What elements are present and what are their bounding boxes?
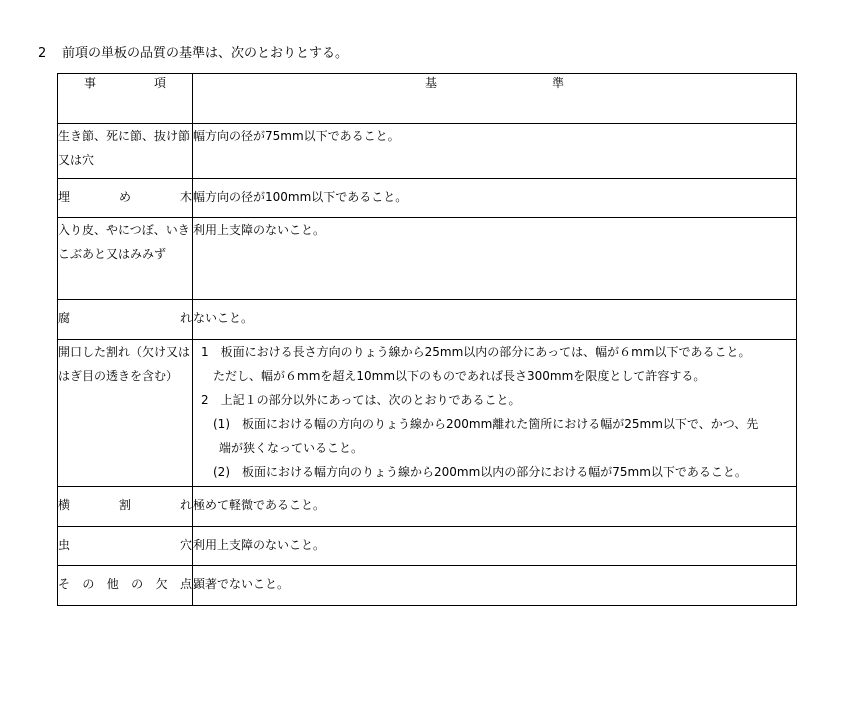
- table-header-row: [58, 74, 797, 124]
- standard-text: 利用上支障のないこと。: [193, 223, 326, 237]
- standard-cell: [193, 487, 797, 527]
- table-row: [58, 487, 797, 527]
- item-char: そ: [58, 577, 71, 591]
- item-cell: [58, 124, 193, 179]
- header-item: [58, 74, 193, 124]
- standard-text: (1) 板面における幅の方向のりょう線から200mm離れた箇所における幅が25mm以下で、かつ、先: [213, 417, 759, 431]
- item-char: 他: [106, 577, 119, 591]
- item-cell: [58, 566, 193, 606]
- item-char: れ: [179, 311, 192, 325]
- item-cell: [58, 487, 193, 527]
- table-row: [58, 527, 797, 566]
- standard-text: 顕著でないこと。: [193, 577, 290, 591]
- header-standard-char: 準: [551, 76, 564, 90]
- standard-text: ないこと。: [193, 311, 254, 325]
- header-standard-char: 基: [425, 76, 438, 90]
- item-cell: [58, 218, 193, 300]
- item-char: 埋: [58, 190, 71, 204]
- table-row: [58, 300, 797, 340]
- standard-cell: [193, 300, 797, 340]
- standard-text: 幅方向の径が100mm以下であること。: [193, 190, 408, 204]
- item-char: の: [131, 577, 144, 591]
- standard-text: (2) 板面における幅方向のりょう線から200mm以内の部分における幅が75mm以下であること。: [213, 465, 747, 479]
- section-number: 2: [38, 46, 47, 61]
- item-text: 開口した割れ（欠け又ははぎ目の透きを含む）: [58, 345, 191, 383]
- item-char: 横: [58, 498, 71, 512]
- item-char: 点: [179, 577, 192, 591]
- section-heading-text: 前項の単板の品質の基準は、次のとおりとする。: [62, 46, 349, 61]
- item-cell: [58, 300, 193, 340]
- quality-standards-table: [57, 73, 797, 606]
- table-row: [58, 218, 797, 300]
- table-row: [58, 179, 797, 218]
- item-char: め: [118, 190, 131, 204]
- item-text: 入り皮、やにつぼ、いきこぶあと又はみみず: [58, 223, 190, 261]
- item-cell: [58, 179, 193, 218]
- item-char: れ: [179, 498, 192, 512]
- item-cell: [58, 527, 193, 566]
- item-char: 穴: [179, 538, 192, 552]
- item-cell: [58, 340, 193, 487]
- standard-text: 1 板面における長さ方向のりょう線から25mm以内の部分にあっては、幅が６mm以下であること。: [201, 345, 751, 359]
- table-row: [58, 124, 797, 179]
- item-text: 生き節、死に節、抜け節又は穴: [58, 129, 191, 167]
- standard-cell: [193, 527, 797, 566]
- standard-cell: [193, 218, 797, 300]
- standard-text: 極めて軽微であること。: [193, 498, 326, 512]
- header-item-char: 事: [84, 76, 97, 90]
- item-char: 腐: [58, 311, 71, 325]
- header-standard: [193, 74, 797, 124]
- section-heading: [38, 42, 348, 61]
- standard-text: ただし、幅が６mmを超え10mm以下のものであれば長さ300mmを限度として許容する。: [213, 369, 706, 383]
- item-char: の: [82, 577, 95, 591]
- item-char: 欠: [155, 577, 168, 591]
- standard-text: 利用上支障のないこと。: [193, 538, 326, 552]
- table-row: [58, 566, 797, 606]
- standard-text: 幅方向の径が75mm以下であること。: [193, 129, 400, 143]
- item-char: 割: [118, 498, 131, 512]
- item-char: 木: [179, 190, 192, 204]
- standard-text: 端が狭くなっていること。: [219, 441, 364, 455]
- item-char: 虫: [58, 538, 71, 552]
- header-item-char: 項: [153, 76, 166, 90]
- standard-text: 2 上記１の部分以外にあっては、次のとおりであること。: [201, 393, 521, 407]
- standard-cell: [193, 124, 797, 179]
- standard-cell: [193, 179, 797, 218]
- standard-cell: [193, 340, 797, 487]
- standard-cell: [193, 566, 797, 606]
- table-row: [58, 340, 797, 487]
